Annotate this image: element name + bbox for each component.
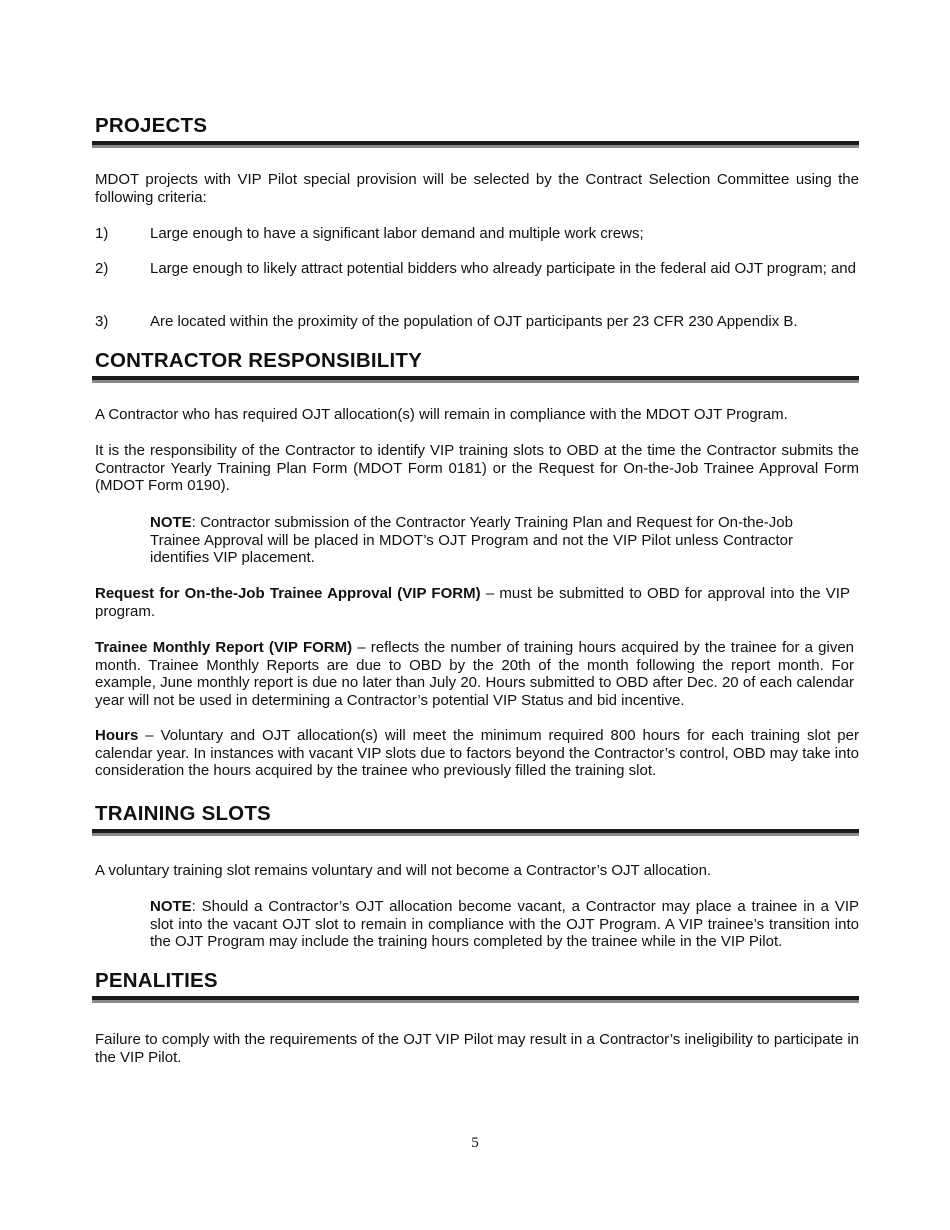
list-text: Are located within the proximity of the population of OJT participants per 23 CFR 230 Appendix B.	[150, 313, 798, 330]
list-item	[95, 260, 859, 298]
list-item	[95, 313, 859, 333]
request-form-text: – must be submitted to OBD for approval into the VIP program.	[95, 585, 850, 620]
hours-text: – Voluntary and OJT allocation(s) will meet the minimum required 800 hours for each training slot per calendar year. In instances with vacant VIP slots due to factors beyond the Contractor’s control, OBD may take into consideration the hours acquired by the trainee who previously filled the training slot.	[95, 727, 859, 780]
monthly-report-para	[95, 639, 854, 709]
monthly-report-label: Trainee Monthly Report (VIP FORM)	[95, 639, 353, 656]
section-rule	[92, 996, 859, 1003]
list-text: Large enough to likely attract potential bidders who already participate in the federal aid OJT program; and	[150, 260, 856, 277]
list-number: 3)	[95, 313, 109, 330]
projects-intro: MDOT projects with VIP Pilot special provision will be selected by the Contract Selection Committee using the following criteria:	[95, 171, 859, 206]
section-rule	[92, 141, 859, 148]
section-heading-projects: PROJECTS	[95, 114, 208, 137]
section-rule	[92, 376, 859, 383]
note-text: : Contractor submission of the Contractor Yearly Training Plan and Request for On-the-Job Trainee Approval will be placed in MDOT’s OJT Program and not the VIP Pilot unless Contractor identifies VIP placement.	[150, 514, 793, 567]
list-number: 1)	[95, 225, 109, 242]
hours-label: Hours	[95, 727, 139, 744]
page-number: 5	[471, 1135, 479, 1151]
contractor-para-compliance: A Contractor who has required OJT allocation(s) will remain in compliance with the MDOT OJT Program.	[95, 406, 788, 423]
monthly-report-text: – reflects the number of training hours acquired by the trainee for a given month. Trainee Monthly Reports are due to OBD by the 20th of the month following the report month. For example, June monthly report is due no later than July 20. Hours submitted to OBD after Dec. 20 of each calendar year will not be used in determining a Contractor’s potential VIP Status and bid incentive.	[95, 639, 854, 709]
contractor-note	[150, 514, 793, 567]
note-text: : Should a Contractor’s OJT allocation become vacant, a Contractor may place a trainee in a VIP slot into the vacant OJT slot to remain in compliance with the OJT Program. A VIP trainee’s transition into the OJT Program may include the training hours completed by the trainee while in the VIP Pilot.	[150, 898, 859, 951]
hours-para	[95, 727, 859, 780]
request-form-para	[95, 585, 850, 620]
penalities-para: Failure to comply with the requirements of the OJT VIP Pilot may result in a Contractor’s ineligibility to participate in the VIP Pilot.	[95, 1031, 859, 1066]
section-heading-contractor-responsibility: CONTRACTOR RESPONSIBILITY	[95, 349, 422, 372]
section-rule	[92, 829, 859, 836]
list-number: 2)	[95, 260, 109, 277]
list-item	[95, 225, 859, 245]
training-note	[150, 898, 859, 951]
note-label: NOTE	[150, 514, 192, 531]
note-label: NOTE	[150, 898, 192, 915]
section-heading-training-slots: TRAINING SLOTS	[95, 802, 271, 825]
contractor-para-responsibility: It is the responsibility of the Contractor to identify VIP training slots to OBD at the time the Contractor submits the Contractor Yearly Training Plan Form (MDOT Form 0181) or the Request for On-the-Job Trainee Approval Form (MDOT Form 0190).	[95, 442, 859, 495]
section-heading-penalities: PENALITIES	[95, 969, 218, 992]
list-text: Large enough to have a significant labor demand and multiple work crews;	[150, 225, 644, 242]
training-para: A voluntary training slot remains voluntary and will not become a Contractor’s OJT allocation.	[95, 862, 712, 879]
request-form-label: Request for On-the-Job Trainee Approval (VIP FORM)	[95, 585, 481, 602]
